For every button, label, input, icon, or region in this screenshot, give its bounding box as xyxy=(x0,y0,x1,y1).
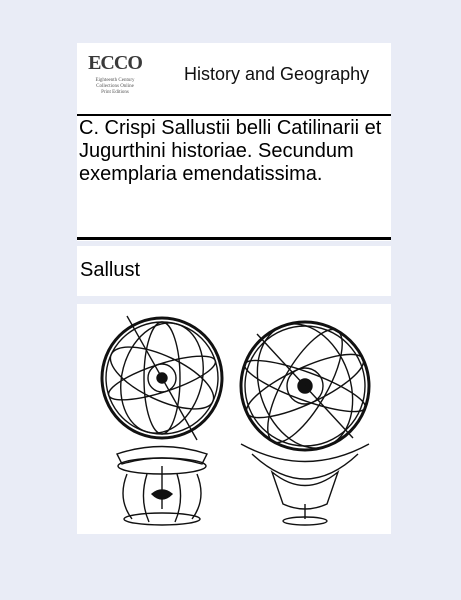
cover-header-panel xyxy=(77,43,391,241)
logo-caption-line: Print Editions xyxy=(101,90,129,95)
cover-illustration-panel xyxy=(77,304,391,534)
divider xyxy=(77,114,391,116)
book-title: C. Crispi Sallustii belli Catilinarii et Jugurthini historiae. Secundum exemplaria emendatissima. xyxy=(79,117,382,185)
category-label: History and Geography xyxy=(184,64,370,84)
logo-caption xyxy=(85,78,145,96)
author-panel xyxy=(77,246,391,296)
publisher-logo xyxy=(85,51,145,113)
armillary-spheres-engraving xyxy=(77,304,391,534)
divider xyxy=(77,237,391,240)
logo-letters: ECCO xyxy=(88,52,142,74)
logo-caption-line: Collections Online xyxy=(96,84,134,89)
armillary-sphere-right xyxy=(239,310,370,525)
logo-caption-line: Eighteenth Century xyxy=(95,78,135,83)
armillary-sphere-left xyxy=(102,314,222,525)
book-author: Sallust xyxy=(80,259,141,281)
